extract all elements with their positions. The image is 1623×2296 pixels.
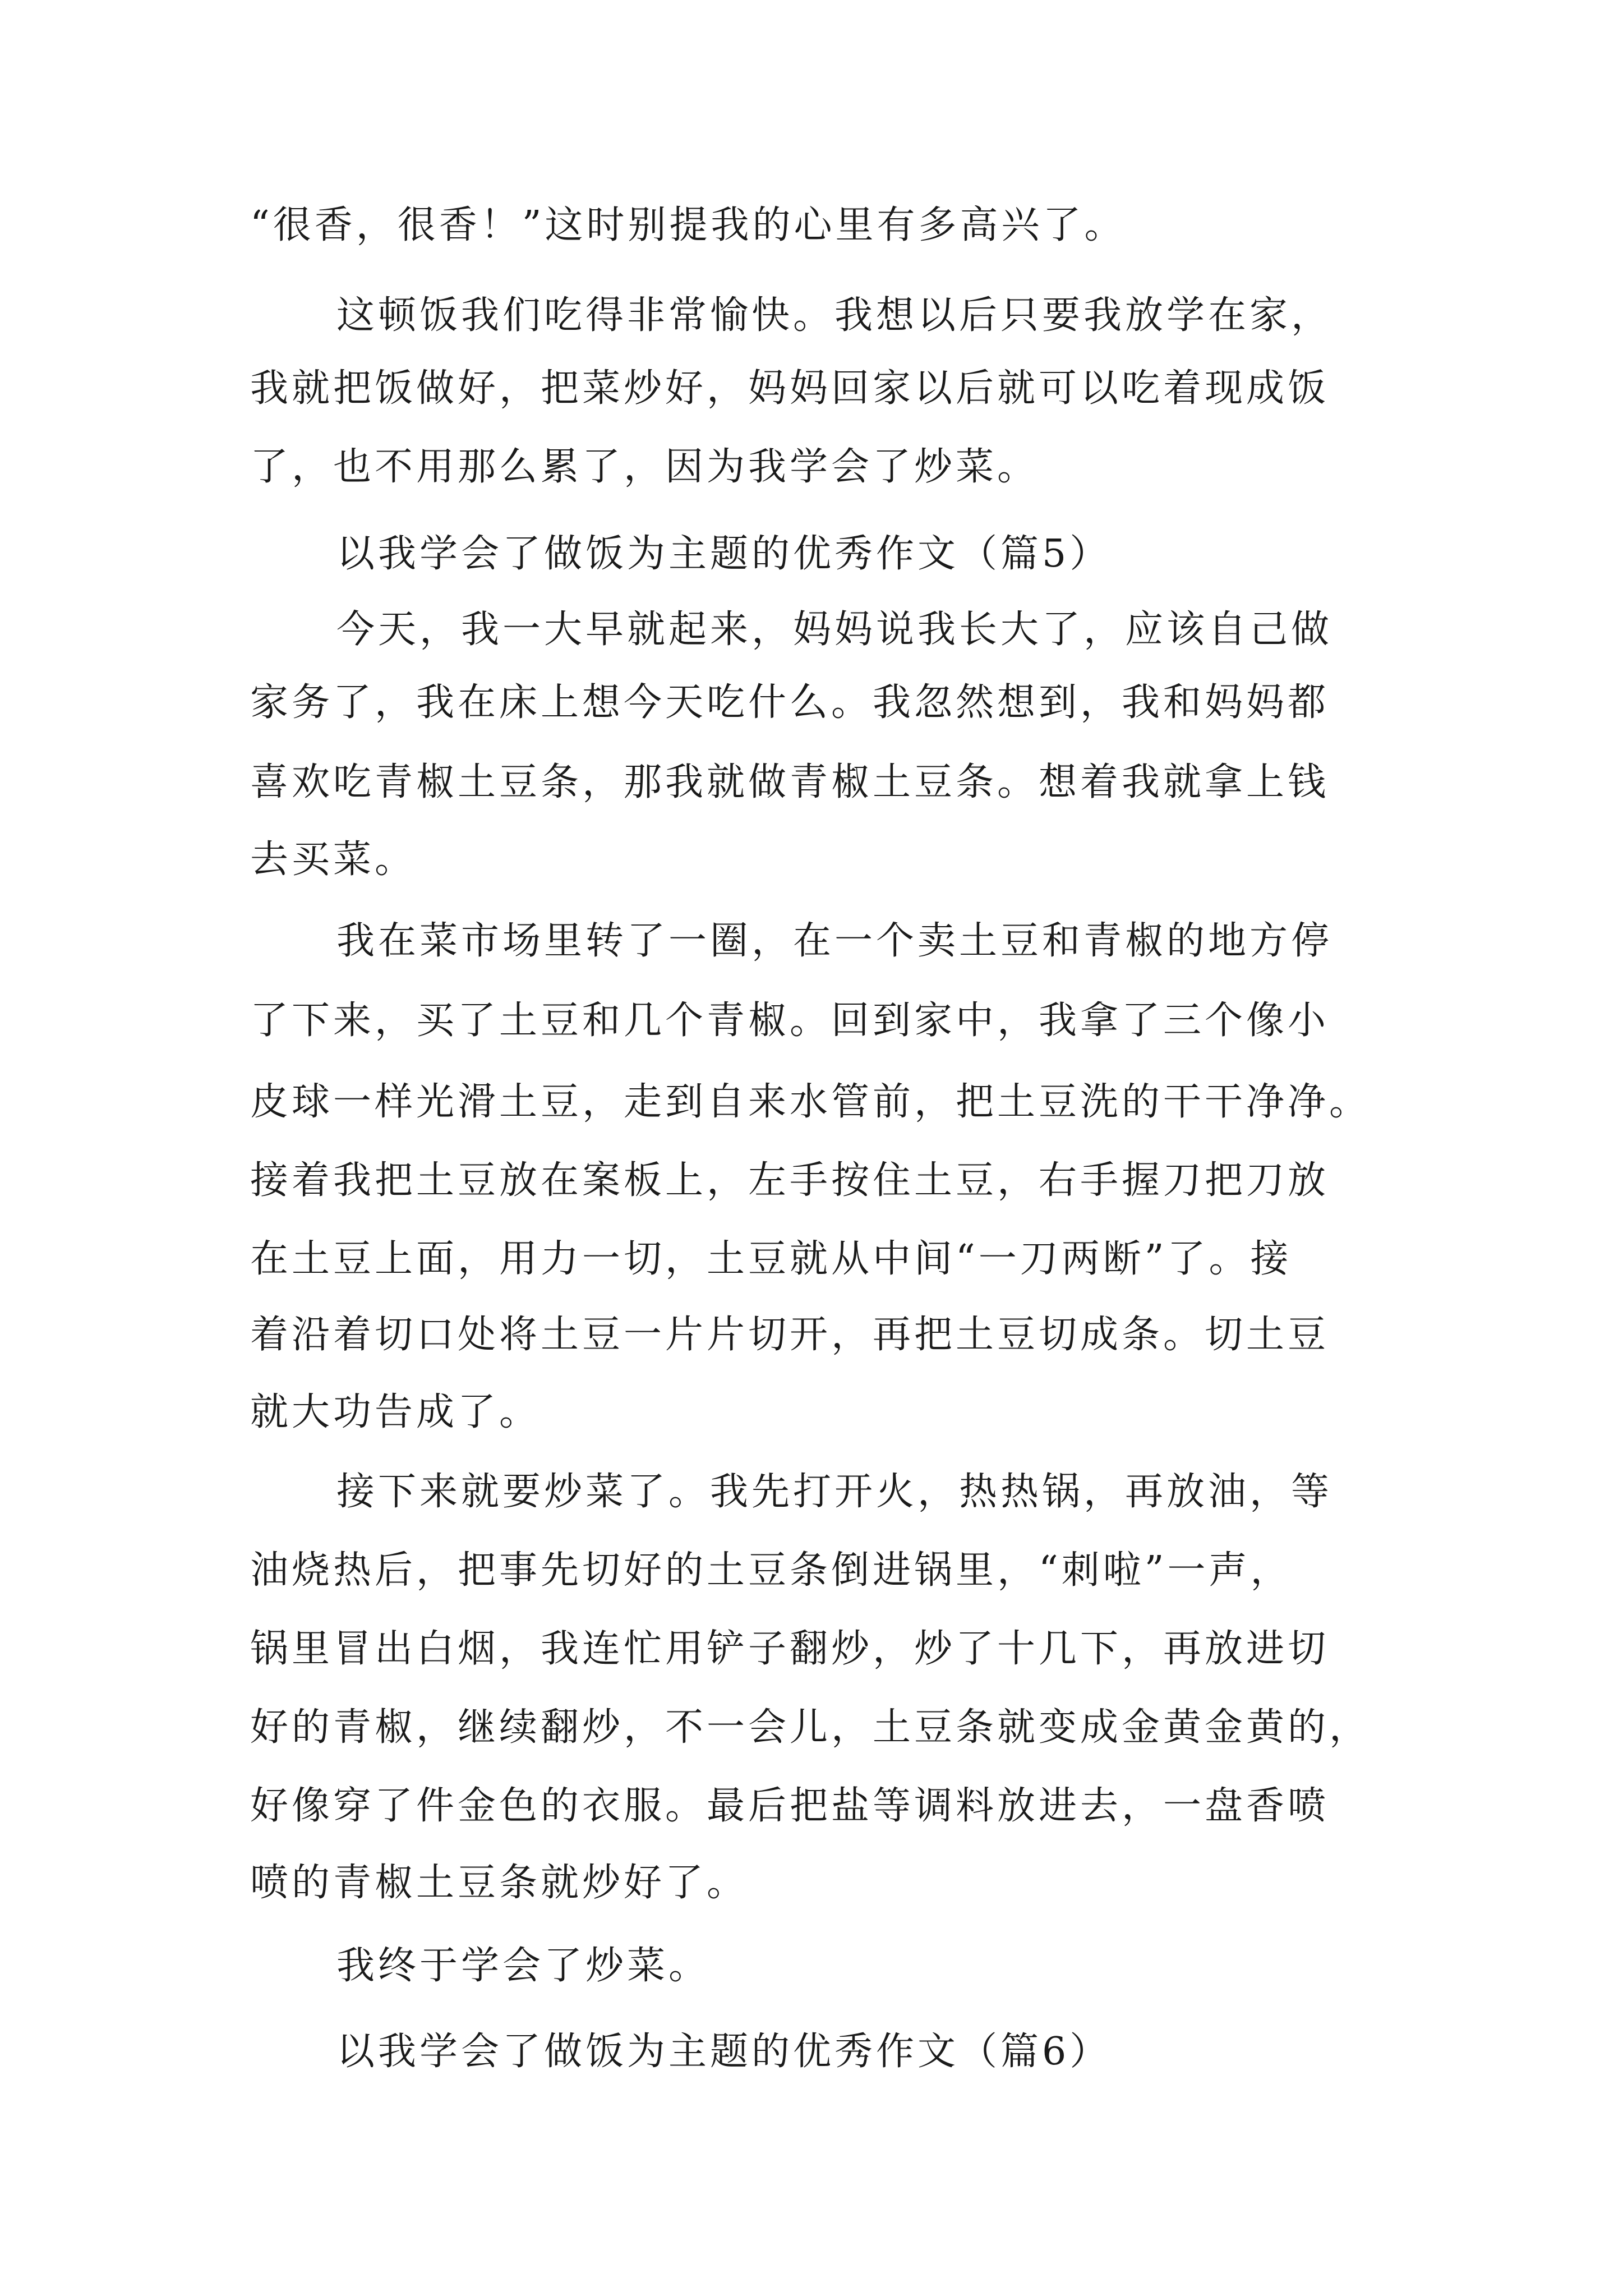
text-line: 锅里冒出白烟，我连忙用铲子翻炒，炒了十几下，再放进切 — [250, 1627, 1330, 1671]
text-line: 好像穿了件金色的衣服。最后把盐等调料放进去，一盘香喷 — [250, 1784, 1330, 1828]
text-line: 在土豆上面，用力一切，土豆就从中间“一刀两断”了。接 — [250, 1237, 1292, 1281]
text-line: 着沿着切口处将土豆一片片切开，再把土豆切成条。切土豆 — [250, 1313, 1330, 1357]
paragraph-start-line: 这顿饭我们吃得非常愉快。我想以后只要我放学在家， — [336, 293, 1333, 338]
text-line: 喷的青椒土豆条就炒好了。 — [250, 1861, 749, 1905]
text-line: 喜欢吃青椒土豆条，那我就做青椒土豆条。想着我就拿上钱 — [250, 760, 1330, 804]
text-line: 去买菜。 — [250, 838, 417, 882]
section-heading: 以我学会了做饭为主题的优秀作文（篇6） — [336, 2030, 1112, 2074]
text-line: 就大功告成了。 — [250, 1390, 541, 1434]
paragraph-start-line: 我在菜市场里转了一圈，在一个卖土豆和青椒的地方停 — [336, 919, 1333, 963]
text-line: 油烧热后，把事先切好的土豆条倒进锅里，“刺啦”一声， — [250, 1548, 1292, 1593]
paragraph-start-line: 我终于学会了炒菜。 — [336, 1944, 711, 1988]
text-line: 皮球一样光滑土豆，走到自来水管前，把土豆洗的干干净净。 — [250, 1080, 1371, 1124]
text-line: 家务了，我在床上想今天吃什么。我忽然想到，我和妈妈都 — [250, 680, 1330, 725]
text-line: 接着我把土豆放在案板上，左手按住土豆，右手握刀把刀放 — [250, 1158, 1330, 1203]
paragraph-start-line: 接下来就要炒菜了。我先打开火，热热锅，再放油，等 — [336, 1470, 1333, 1514]
text-line: 了下来，买了土豆和几个青椒。回到家中，我拿了三个像小 — [250, 999, 1330, 1043]
text-line: 了，也不用那么累了，因为我学会了炒菜。 — [250, 445, 1039, 489]
text-line: 好的青椒，继续翻炒，不一会儿，土豆条就变成金黄金黄的， — [250, 1705, 1371, 1750]
section-heading: 以我学会了做饭为主题的优秀作文（篇5） — [336, 532, 1112, 576]
paragraph-start-line: 今天，我一大早就起来，妈妈说我长大了，应该自己做 — [336, 608, 1333, 652]
text-line: “很香，很香！”这时别提我的心里有多高兴了。 — [250, 203, 1126, 247]
text-line: 我就把饭做好，把菜炒好，妈妈回家以后就可以吃着现成饭 — [250, 366, 1330, 411]
